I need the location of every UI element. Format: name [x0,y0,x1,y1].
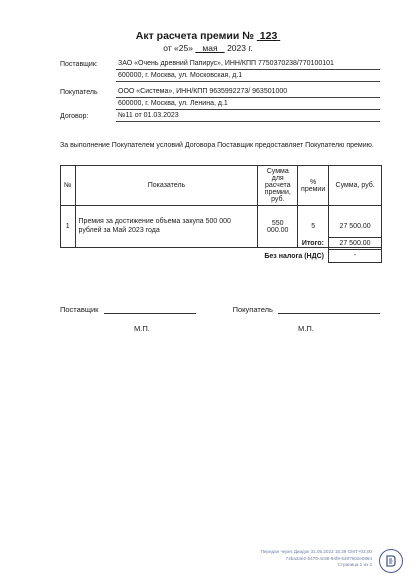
buyer-value: ООО «Система», ИНН/КПП 9635992273/ 963501000 [116,88,380,98]
supplier-sign-line [104,313,196,314]
party-row-buyer-address [60,98,380,110]
total-row [60,237,382,250]
buyer-address: 600000, г. Москва, ул. Ленина, д.1 [116,100,380,110]
date-year: 2023 г. [227,43,253,53]
totals-block [60,237,382,263]
party-row-supplier [60,58,380,70]
col-percent-header: % премии [298,166,329,206]
footer-page-line: Страница 1 из 2 [337,561,372,567]
party-row-contract [60,110,380,122]
vat-label: Без налога (НДС) [264,253,324,260]
date-month-wrap [195,43,224,53]
vat-row [60,250,382,263]
cell-indicator: Премия за достижение объема закупа 500 000 рублей за Май 2023 года [75,206,258,248]
col-amount-header: Сумма, руб. [329,166,382,206]
buyer-sign-label: Покупатель [232,305,273,314]
contract-value: №11 от 01.03.2023 [116,112,380,122]
vat-value: - [328,250,382,263]
intro-text: За выполнение Покупателем условий Договора Поставщик предоставляет Покупателю премию. [60,142,374,149]
cell-amount: 27 500.00 [329,206,382,248]
cell-percent: 5 [298,206,329,248]
supplier-label: Поставщик: [60,61,98,68]
supplier-signature [60,305,196,314]
signature-block [60,305,380,314]
parties-block [60,58,380,122]
cell-number: 1 [61,206,76,248]
party-row-supplier-address [60,70,380,82]
contract-label: Договор: [60,113,89,120]
total-label: Итого: [301,240,324,247]
party-row-buyer [60,86,380,98]
col-base-sum-header: Сумма для расчета премии, руб. [258,166,298,206]
act-number [257,30,280,42]
document-title [0,30,416,42]
buyer-stamp-label: М.П. [298,324,314,333]
buyer-signature [233,305,380,314]
diadoc-logo-glyph [384,554,398,568]
premium-table [60,165,382,248]
footer-transfer-line: Передан через Диадок 31.05.2023 15:39 GMT+03:00 [260,549,372,555]
supplier-stamp-label: М.П. [134,324,150,333]
buyer-label: Покупатель [60,89,98,96]
col-indicator-header: Показатель [75,166,258,206]
document-date [0,43,416,53]
signature-row [60,305,380,314]
act-number-value: 123 [259,30,278,42]
buyer-sign-line [278,313,380,314]
table-header-row [61,166,382,206]
supplier-value: ЗАО «Очень древний Папирус», ИНН/КПП 7750370238/770100101 [116,60,380,70]
edo-footer [261,549,372,568]
diadoc-logo-icon [379,549,403,573]
cell-base-sum: 550 000.00 [258,206,298,248]
footer-id-line: 74ba34e2-b470-4c88-84f9-5487902e0864 [285,555,372,561]
col-number-header: № [61,166,76,206]
title-prefix: Акт расчета премии № [135,30,254,42]
supplier-sign-label: Поставщик [60,305,99,314]
date-day: от «25» [163,43,193,53]
date-month: мая [202,43,218,53]
supplier-address: 600000, г. Москва, ул. Московская, д.1 [116,72,380,82]
total-value: 27 500.00 [328,237,382,250]
